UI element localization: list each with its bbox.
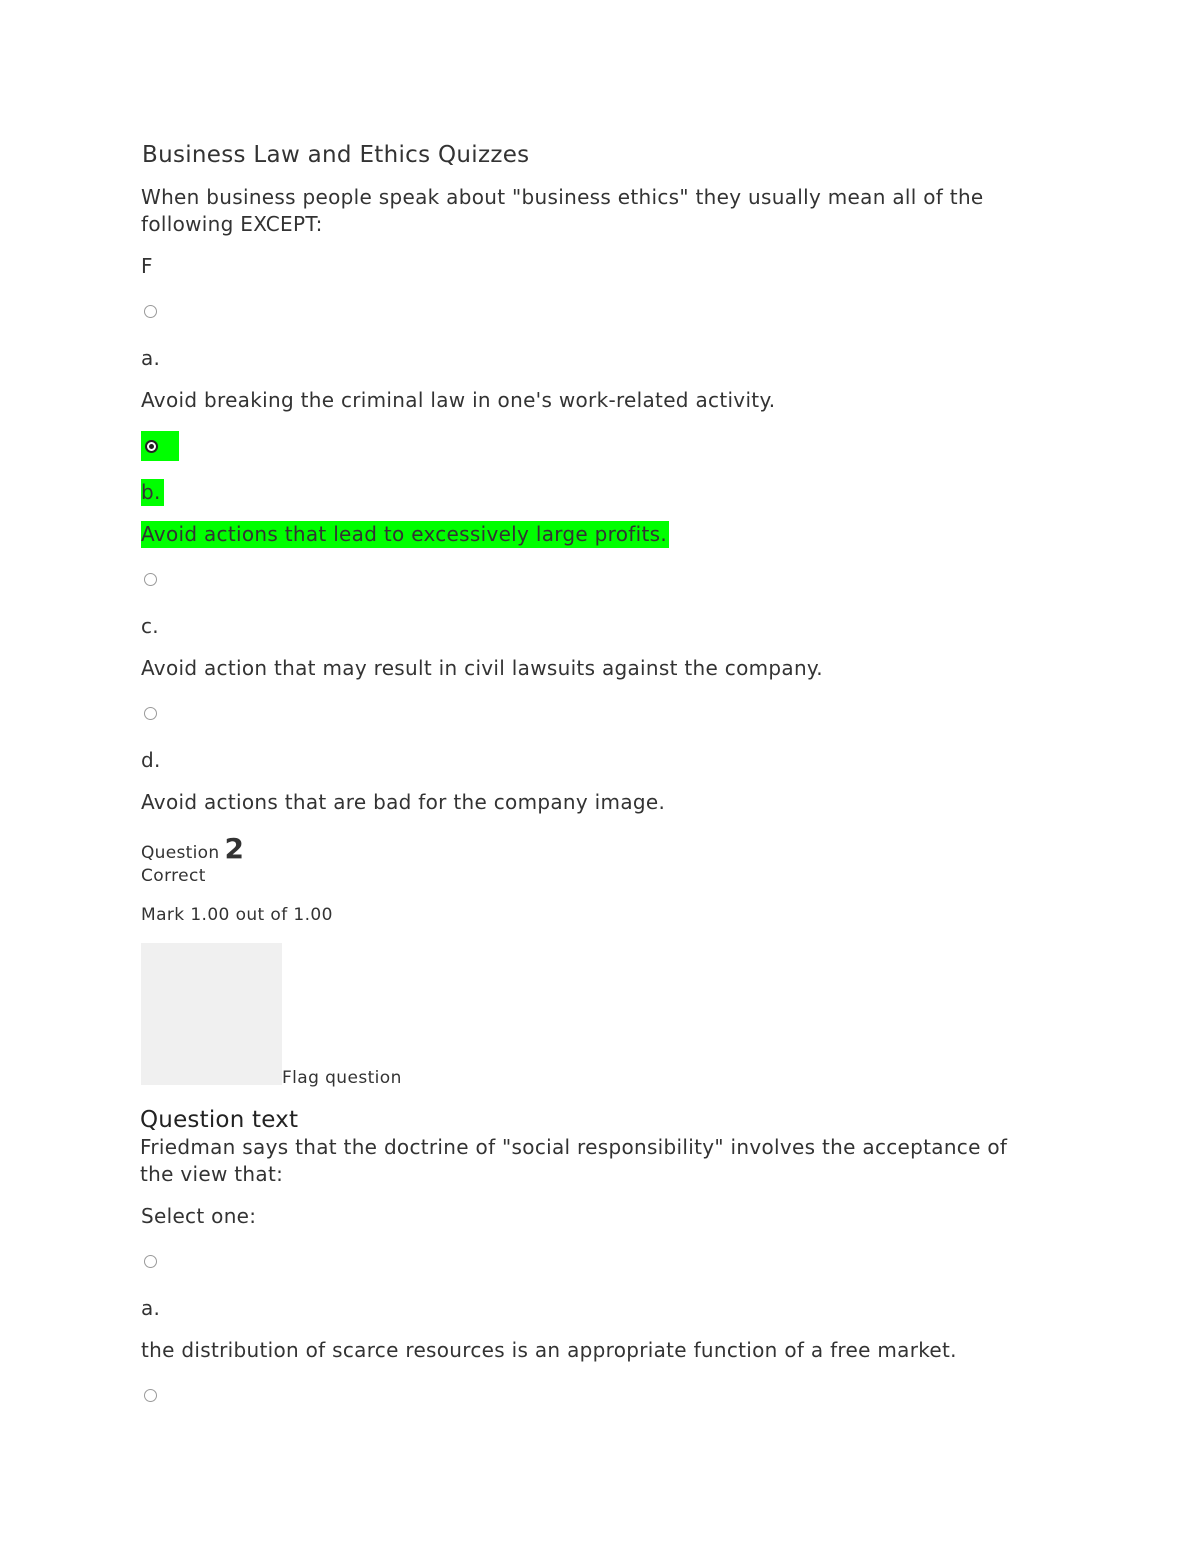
question-number: 2 [224,832,245,865]
question-2-text-line-1: Friedman says that the doctrine of "social responsibility" involves the acceptance of [140,1135,1008,1159]
option-d-letter: d. [141,748,161,772]
option-b-text[interactable]: Avoid actions that lead to excessively large profits. [141,522,668,546]
radio-option-b[interactable] [145,440,158,453]
question-1-text-line-1: When business people speak about "business ethics" they usually mean all of the [141,185,984,209]
select-one-prompt: Select one: [141,1204,257,1228]
question-2-text [140,1134,1007,1188]
radio-option-a[interactable] [144,305,157,318]
status-letter: F [141,254,153,278]
option-d-text[interactable]: Avoid actions that are bad for the company image. [141,790,666,814]
q2-option-a-letter: a. [141,1296,161,1320]
document-title: Business Law and Ethics Quizzes [142,142,530,168]
question-label: Question [141,843,220,863]
option-c-text[interactable]: Avoid action that may result in civil lawsuits against the company. [141,656,823,680]
option-b-letter: b. [141,479,164,506]
question-1-text [141,184,984,238]
radio-q2-option-b[interactable] [144,1389,157,1402]
option-a-text[interactable]: Avoid breaking the criminal law in one's work-related activity. [141,388,776,412]
radio-option-c[interactable] [144,573,157,586]
q2-option-a-text[interactable]: the distribution of scarce resources is an appropriate function of a free market. [141,1338,957,1362]
radio-q2-option-a[interactable] [144,1255,157,1268]
radio-option-d[interactable] [144,707,157,720]
flag-question-link[interactable]: Flag question [282,1068,402,1088]
question-1-text-line-2: following EXCEPT: [141,212,323,236]
question-text-heading: Question text [140,1107,299,1133]
question-2-text-line-2: the view that: [140,1162,284,1186]
question-mark: Mark 1.00 out of 1.00 [141,905,333,925]
option-a-letter: a. [141,346,161,370]
flag-icon[interactable] [141,943,282,1085]
question-status: Correct [141,866,206,886]
option-c-letter: c. [141,614,159,638]
